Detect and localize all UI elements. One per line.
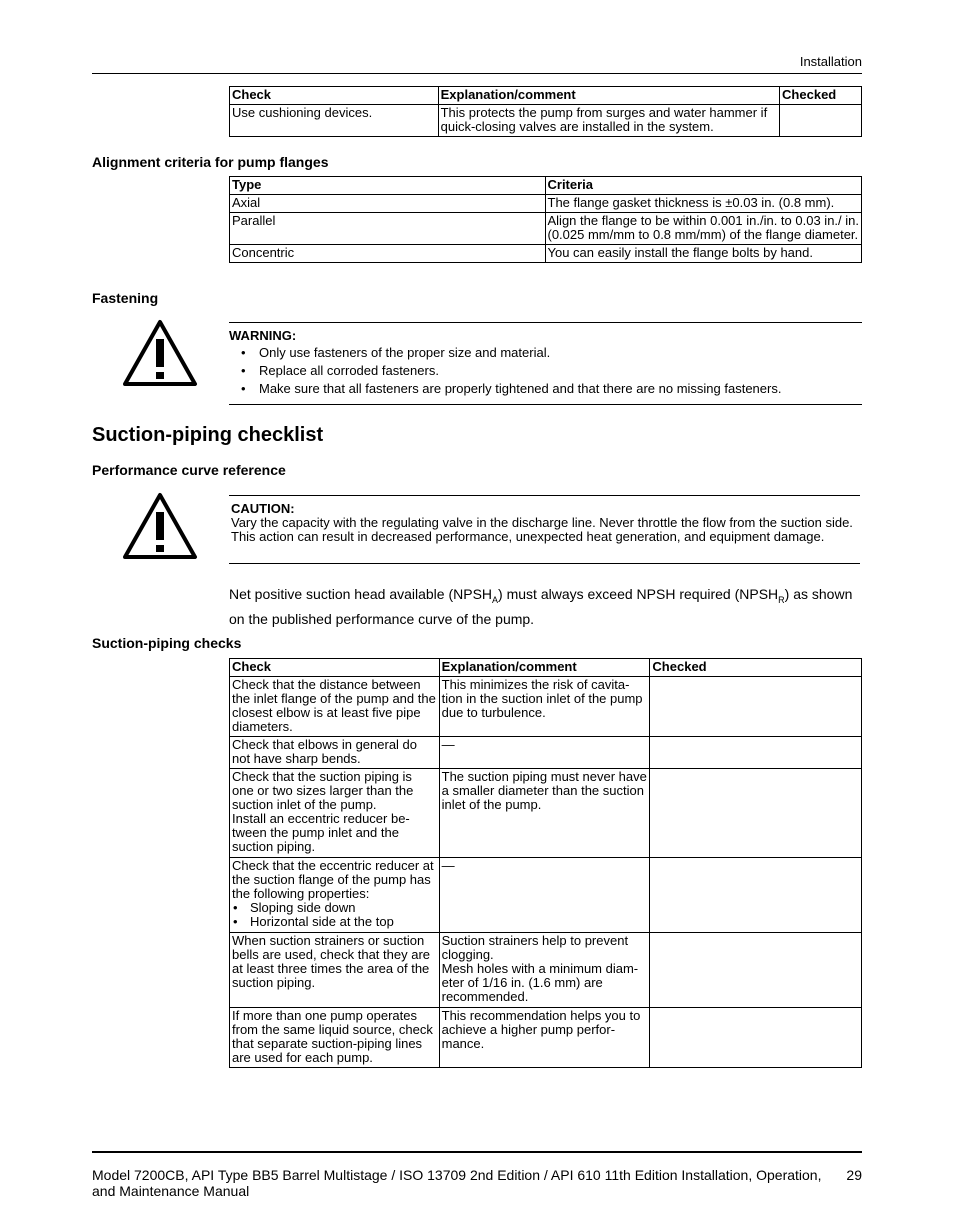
checked-cell[interactable]	[650, 1008, 862, 1068]
warning-notice	[229, 322, 862, 405]
checks-heading: Suction-piping checks	[92, 635, 242, 651]
caution-triangle-icon	[122, 492, 198, 560]
check-text: If more than one pump operates from the same liquid source, check that separate suction-piping lines are used for each pump.	[232, 1008, 433, 1065]
column-header: Criteria	[545, 177, 862, 195]
footer-rule	[92, 1151, 862, 1153]
column-header: Check	[230, 87, 439, 105]
header-rule	[92, 73, 862, 74]
cushioning-table	[229, 86, 862, 137]
table-row	[230, 195, 862, 213]
check-text: Check that the eccentric reducer at the suction flange of the pump has the following properties:	[232, 858, 434, 901]
npsh-paragraph	[229, 585, 862, 629]
check-cell	[230, 769, 440, 858]
column-header: Checked	[780, 87, 862, 105]
table-row	[230, 677, 862, 737]
column-header: Checked	[650, 659, 862, 677]
table-row	[230, 213, 862, 245]
type-cell: Concentric	[230, 245, 546, 263]
check-cell	[230, 858, 440, 933]
explanation-cell	[439, 858, 650, 933]
list-item: • Horizontal side at the top	[232, 915, 437, 929]
explanation-text: This recommendation helps you to achieve a higher pump perfor- mance.	[441, 1008, 641, 1051]
explanation-cell	[439, 1008, 650, 1068]
explanation-text: Suction strainers help to prevent clogging.	[441, 933, 629, 962]
npsh-subscript: A	[492, 594, 499, 605]
list-item: • Make sure that all fasteners are properly tightened and that there are no missing fasteners.	[229, 380, 862, 398]
npsh-text: Net positive suction head available (NPSH	[229, 586, 493, 602]
npsh-text: ) must always exceed NPSH required (NPSH	[498, 586, 779, 602]
table-row	[230, 933, 862, 1008]
table-row	[230, 105, 862, 137]
explanation-text: —	[441, 858, 455, 873]
explanation-cell	[439, 677, 650, 737]
footer-manual-title: Model 7200CB, API Type BB5 Barrel Multistage / ISO 13709 2nd Edition / API 610 11th Edition Installation, Operation, and Maintenance Manual	[92, 1167, 822, 1199]
page-number: 29	[846, 1167, 862, 1183]
column-header: Explanation/comment	[439, 659, 650, 677]
criteria-cell: You can easily install the flange bolts by hand.	[545, 245, 862, 263]
check-cell: Use cushioning devices.	[230, 105, 439, 137]
criteria-cell: The flange gasket thickness is ±0.03 in. (0.8 mm).	[545, 195, 862, 213]
caution-text: Vary the capacity with the regulating valve in the discharge line. Never throttle the flow from the suction side. This action can result in decreased performance, unexpected heat generation, and equipment damage.	[231, 515, 853, 544]
list-item: • Replace all corroded fasteners.	[229, 362, 862, 380]
check-text: Check that elbows in general do not have sharp bends.	[232, 737, 418, 766]
explanation-text: The suction piping must never have a smaller diameter than the suction inlet of the pump.	[441, 769, 647, 812]
explanation-text: This minimizes the risk of cavita- tion in the suction inlet of the pump due to turbulence.	[441, 677, 643, 720]
warning-triangle-icon	[122, 319, 198, 387]
suction-checks-table	[229, 658, 862, 1068]
explanation-cell	[439, 769, 650, 858]
type-cell: Axial	[230, 195, 546, 213]
table-row	[230, 769, 862, 858]
checked-cell[interactable]	[780, 105, 862, 137]
checked-cell[interactable]	[650, 677, 862, 737]
npsh-subscript: R	[778, 594, 785, 605]
table-header-row	[230, 177, 862, 195]
type-cell: Parallel	[230, 213, 546, 245]
property-list	[232, 901, 437, 929]
table-row	[230, 858, 862, 933]
explanation-text: Mesh holes with a minimum diam- eter of 1/16 in. (1.6 mm) are recommended.	[441, 961, 639, 1004]
warning-list	[229, 344, 862, 398]
check-cell	[230, 1008, 440, 1068]
alignment-table	[229, 176, 862, 263]
caution-title: CAUTION:	[231, 501, 295, 516]
list-item: • Sloping side down	[232, 901, 437, 915]
npsh-text: ) as shown on the published performance curve of the pump.	[229, 586, 853, 627]
check-text: Check that the distance between the inlet flange of the pump and the closest elbow is at least five pipe diameters.	[232, 677, 436, 734]
checked-cell[interactable]	[650, 858, 862, 933]
check-text: When suction strainers or suction bells are used, check that they are at least three times the area of the suction piping.	[232, 933, 431, 990]
list-item: • Only use fasteners of the proper size and material.	[229, 344, 862, 362]
check-text: Check that the suction piping is one or two sizes larger than the suction inlet of the pump.	[232, 769, 414, 812]
section-title: Suction-piping checklist	[92, 424, 324, 446]
table-header-row	[230, 87, 862, 105]
check-cell	[230, 737, 440, 769]
checked-cell[interactable]	[650, 769, 862, 858]
caution-notice	[229, 495, 860, 564]
explanation-cell	[439, 737, 650, 769]
warning-title: WARNING:	[229, 328, 297, 343]
column-header: Explanation/comment	[438, 87, 779, 105]
column-header: Type	[230, 177, 546, 195]
table-row	[230, 245, 862, 263]
check-cell	[230, 933, 440, 1008]
explanation-text: —	[441, 737, 455, 752]
criteria-cell: Align the flange to be within 0.001 in./in. to 0.03 in./ in. (0.025 mm/mm to 0.8 mm/mm) of the flange diameter.	[545, 213, 862, 245]
checked-cell[interactable]	[650, 933, 862, 1008]
fastening-heading: Fastening	[92, 290, 159, 306]
check-cell	[230, 677, 440, 737]
explanation-cell	[439, 933, 650, 1008]
table-row	[230, 1008, 862, 1068]
checked-cell[interactable]	[650, 737, 862, 769]
column-header: Check	[230, 659, 440, 677]
alignment-heading: Alignment criteria for pump flanges	[92, 154, 329, 170]
check-text: Install an eccentric reducer be- tween the pump inlet and the suction piping.	[232, 811, 410, 854]
table-row	[230, 737, 862, 769]
header-section-label: Installation	[799, 54, 862, 69]
performance-heading: Performance curve reference	[92, 462, 286, 478]
explanation-cell: This protects the pump from surges and water hammer if quick-closing valves are installed in the system.	[438, 105, 779, 137]
table-header-row	[230, 659, 862, 677]
